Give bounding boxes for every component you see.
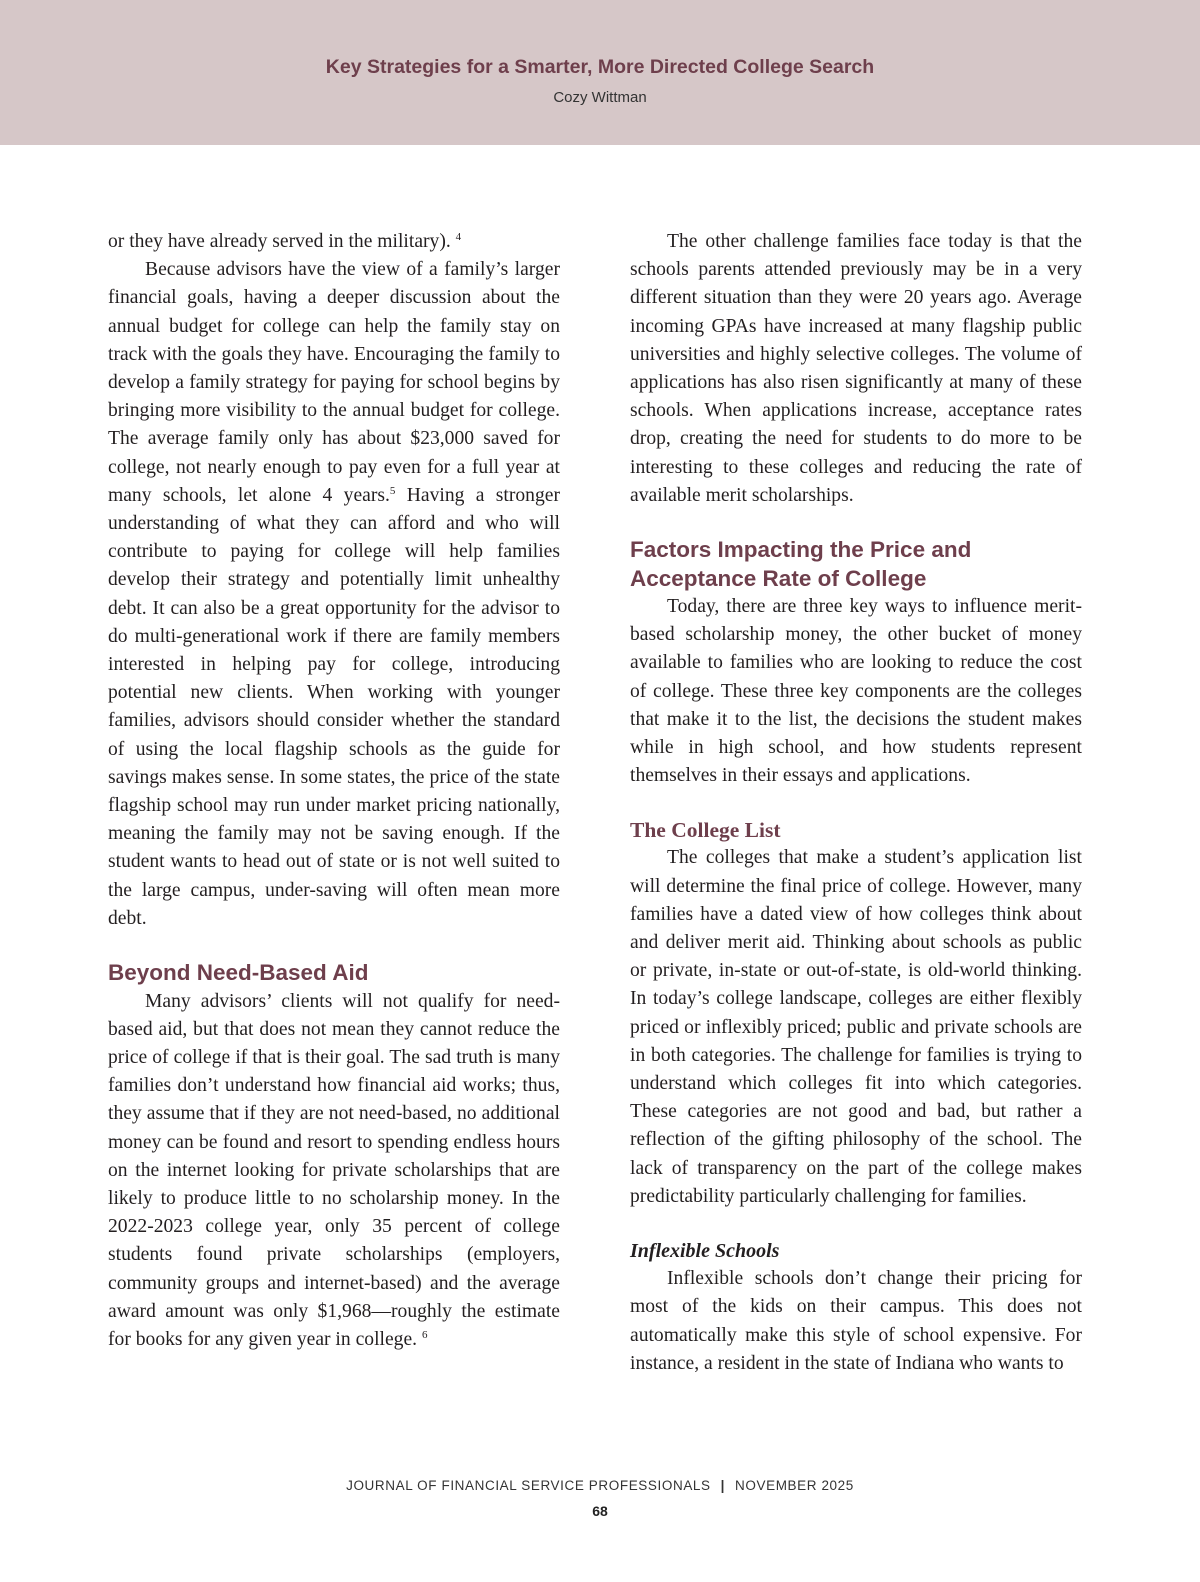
section-heading: Beyond Need-Based Aid — [108, 960, 369, 986]
footnote-marker: 5 — [389, 484, 396, 497]
paragraph: The other challenge families face today is that the schools parents attended previously may be in a very different situation than they were 20 years ago. Average incoming GPAs have increased at many flagship public universities and highly selective colleges. The volume of applications has also risen significantly at many of these schools. When applications increase, acceptance rates drop, creating the need for students to do more to be interesting to these colleges and reducing the rate of available merit scholarships. — [630, 231, 1082, 506]
paragraph-text: Many advisors’ clients will not qualify for need-based aid, but that does not mean they cannot reduce the price of college if that is their goal. The sad truth is many families don’t understand how financial aid works; thus, they assume that if they are not need-based, no additional money can be found and resort to spending endless hours on the internet looking for private scholarships that are likely to produce little to no scholarship money. In the 2022-2023 college year, only 35 percent of college students found private scholarships (employers, community groups and internet-based) and the average award amount was only $1,968—roughly the estimate for books for any given year in college. — [108, 990, 560, 1351]
paragraph: Inflexible schools don’t change their pricing for most of the kids on their campus. This does not automatically make this style of school expensive. For instance, a resident in the state of Indiana who wants to — [630, 1268, 1082, 1374]
article-author: Cozy Wittman — [553, 89, 647, 106]
right-column — [630, 228, 1082, 1378]
page-footer — [0, 1478, 1200, 1493]
footnote-marker: 4 — [455, 231, 462, 243]
left-column — [108, 228, 560, 1354]
footnote-marker: 6 — [421, 1329, 428, 1342]
paragraph-text: Having a stronger understanding of what they can afford and who will contribute to paying for college will help families develop their strategy and potentially limit unhealthy debt. It can also be a great opportunity for the advisor to do multi-generational work if there are family members interested in helping pay for college, introducing potential new clients. When working with younger families, advisors should consider whether the standard of using the local flagship schools as the guide for savings makes sense. In some states, the price of the state flagship school may run under market pricing nationally, meaning the family may not be saving enough. If the student wants to head out of state or is not well suited to the large campus, under-saving will often mean more debt. — [108, 484, 560, 929]
paragraph — [108, 988, 560, 1355]
paragraph — [108, 228, 560, 256]
footer-separator: | — [720, 1478, 726, 1493]
article-title: Key Strategies for a Smarter, More Directed College Search — [325, 56, 875, 78]
issue-date: NOVEMBER 2025 — [735, 1478, 854, 1493]
page-number: 68 — [592, 1503, 608, 1519]
paragraph — [108, 256, 560, 933]
paragraph-text: Because advisors have the view of a family’s larger financial goals, having a deeper discussion about the annual budget for college can help the family stay on track with the goals they have. Encouraging the family to develop a family strategy for paying for school begins by bringing more visibility to the annual budget for college. The average family only has about $23,000 saved for college, not nearly enough to pay even for a full year at many schools, let alone 4 years. — [108, 259, 560, 506]
subsubsection-heading: Inflexible Schools — [630, 1240, 780, 1263]
subsection-heading: The College List — [630, 818, 781, 843]
page-header — [0, 0, 1200, 145]
journal-name: JOURNAL OF FINANCIAL SERVICE PROFESSIONALS — [346, 1478, 711, 1493]
paragraph: The colleges that make a student’s application list will determine the final price of college. However, many families have a dated view of how colleges think about and deliver merit aid. Thinking about schools as public or private, in-state or out-of-state, is old-world thinking. In today’s college landscape, colleges are either flexibly priced or inflexibly priced; public and private schools are in both categories. The challenge for families is trying to understand which colleges fit into which categories. These categories are not good and bad, but rather a reflection of the gifting philosophy of the school. The lack of transparency on the part of the college makes predictability particularly challenging for families. — [630, 847, 1082, 1207]
paragraph: Today, there are three key ways to influence merit-based scholarship money, the other bucket of money available to families who are looking to reduce the cost of college. These three key components are the colleges that make it to the list, the decisions the student makes while in high school, and how students represent themselves in their essays and applications. — [630, 596, 1082, 787]
paragraph-text: or they have already served in the military). — [108, 231, 451, 252]
section-heading: Factors Impacting the Price and Acceptance Rate of College — [630, 537, 972, 591]
